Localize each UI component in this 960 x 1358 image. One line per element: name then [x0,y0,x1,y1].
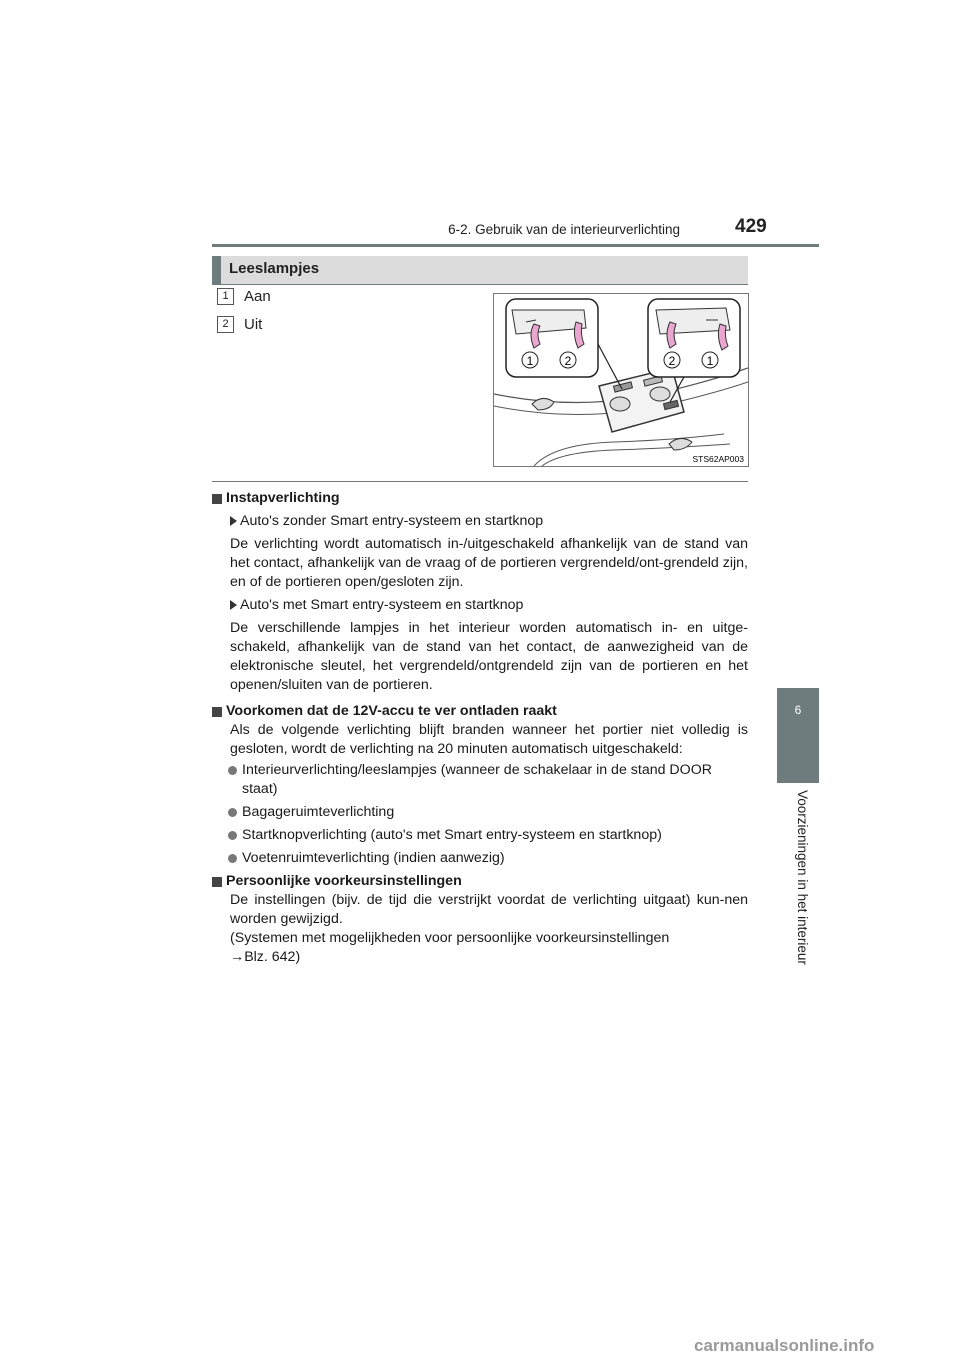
text-with-smart-entry: De verschillende lampjes in het interieur worden automatisch in- en uitge-schakeld, afhankelijk van de stand van het contact, de aanwezigheid van de elektronische sleutel, het vergrendeld/ontgrendeld zijn van de portieren en het openen/sluiten van de portieren. [230,620,748,693]
heading-accu: Voorkomen dat de 12V-accu te ver ontladen raakt [212,702,748,721]
callout-1-number: 1 [217,288,234,305]
reading-light-figure [493,293,749,467]
sub-with-smart-entry: Auto's met Smart entry-systeem en startknop [212,596,748,615]
callout-1-label: Aan [244,288,271,305]
figure-left-label-2: 2 [564,354,572,368]
header-chapter: 6-2. Gebruik van de interieurverlichting [448,222,680,237]
callout-1 [217,288,271,305]
section-title: Leeslampjes [229,260,320,277]
side-tab-label: Voorzieningen in het interieur [795,790,810,965]
body-text [212,487,748,967]
section-title-bar [212,256,748,284]
callout-2-number: 2 [217,316,234,333]
bullet-voetenruimte: Voetenruimteverlichting (indien aanwezig) [212,849,748,868]
figure-left-label-1: 1 [526,354,534,368]
sub-without-smart-entry: Auto's zonder Smart entry-systeem en startknop [212,512,748,531]
figure-right-label-2: 2 [668,354,676,368]
text-persoonlijk-1: De instellingen (bijv. de tijd die verstrijkt voordat de verlichting uitgaat) kun-nen worden gewijzigd. [230,892,748,927]
figure-code: STS62AP003 [692,454,744,464]
page-number: 429 [735,216,767,237]
bullet-bagage: Bagageruimteverlichting [212,803,748,822]
callout-2-label: Uit [244,316,263,333]
bullet-interieur: Interieurverlichting/leeslampjes (wanneer de schakelaar in de stand DOOR staat) [212,761,748,799]
callout-2 [217,316,262,333]
watermark: carmanualsonline.info [694,1336,875,1355]
text-without-smart-entry: De verlichting wordt automatisch in-/uitgeschakeld afhankelijk van de stand van het contact, afhankelijk van de vraag of de portieren vergrendeld/ont-grendeld zijn, en of de portieren open/gesloten zijn. [230,536,748,590]
side-tab-number: 6 [794,703,802,717]
mid-rule [212,481,748,482]
top-rule [212,244,819,247]
side-tab [777,688,819,783]
text-persoonlijk-3: →Blz. 642) [230,949,301,965]
heading-persoonlijk: Persoonlijke voorkeursinstellingen [212,872,748,891]
section-underline [212,284,748,285]
text-persoonlijk-2: (Systemen met mogelijkheden voor persoonlijke voorkeursinstellingen [230,930,670,946]
figure-right-label-1: 1 [706,354,714,368]
heading-instapverlichting: Instapverlichting [212,489,748,508]
reading-light-illustration [494,294,748,466]
text-accu: Als de volgende verlichting blijft branden wanneer het portier niet volledig is gesloten, wordt de verlichting na 20 minuten automatisch uitgeschakeld: [230,722,748,757]
bullet-startknop: Startknopverlichting (auto's met Smart entry-systeem en startknop) [212,826,748,845]
